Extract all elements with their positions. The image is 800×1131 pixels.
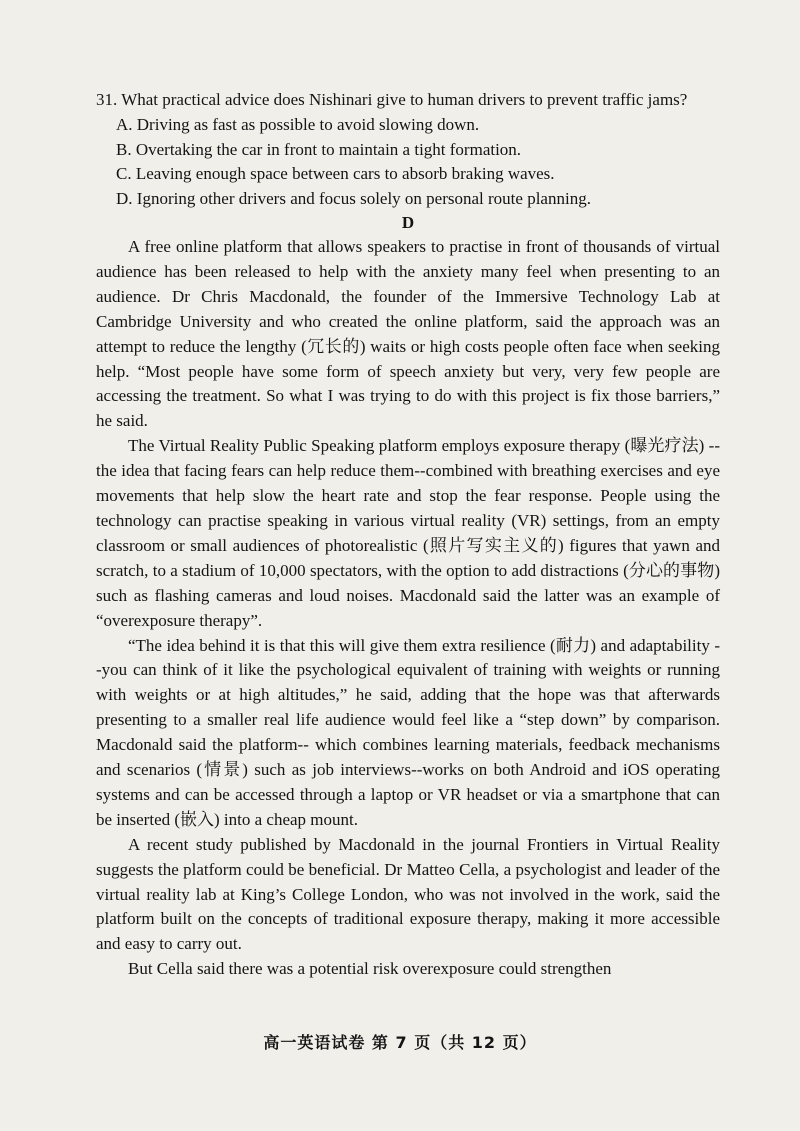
passage-paragraph: “The idea behind it is that this will give them extra resilience (耐力) and adaptability --you can think of it like the psychological equivalent of training with weights or running with weights or at high altitudes,” he said, adding that the hope was that afterwards presenting to a smaller real life audience would feel like a “step down” by comparison. Macdonald said the platform-- which combines learning materials, feedback mechanisms and scenarios (情景) such as job interviews--works on both Android and iOS operating systems and can be accessed through a laptop or VR headset or via a smartphone that can be inserted (嵌入) into a cheap mount.: [96, 635, 720, 829]
option-b: B. Overtaking the car in front to maintain a tight formation.: [116, 139, 522, 159]
passage-paragraph: A recent study published by Macdonald in the journal Frontiers in Virtual Reality suggests the platform could be beneficial. Dr Matteo Cella, a psychologist and leader of the virtual reality lab at King’s College London, who was not involved in the work, said the platform built on the concepts of traditional exposure therapy, making it more accessible and easy to carry out.: [96, 834, 720, 954]
passage-paragraph: A free online platform that allows speakers to practise in front of thousands of virtual audience has been released to help with the anxiety many feel when presenting to an audience. Dr Chris Macdonald, the founder of the Immersive Technology Lab at Cambridge University and who created the online platform, said the approach was an attempt to reduce the lengthy (冗长的) waits or high costs people often face when seeking help. “Most people have some form of speech anxiety but very, very few people are accessing the treatment. So what I was trying to do with this project is fix those barriers,” he said.: [96, 237, 720, 431]
section-heading: D: [401, 213, 415, 232]
option-a: A. Driving as fast as possible to avoid slowing down.: [116, 115, 480, 134]
passage-paragraph: The Virtual Reality Public Speaking platform employs exposure therapy (曝光疗法) --the idea that facing fears can help reduce them--combined with breathing exercises and eye movements that help slow the heart rate and stop the fear response. People using the technology can practise speaking in various virtual reality (VR) settings, from an empty classroom or small audiences of photorealistic (照片写实主义的) figures that yawn and scratch, to a stadium of 10,000 spectators, with the option to add distractions (分心的事物) such as flashing cameras and loud noises. Macdonald said the latter was an example of “overexposure therapy”.: [96, 436, 720, 630]
reading-passage: [96, 235, 720, 982]
page-footer: 高一英语试卷 第 7 页（共 12 页）: [263, 1033, 537, 1052]
question-31-stem: 31. What practical advice does Nishinari give to human drivers to prevent traffic jams?: [96, 90, 688, 109]
option-c: C. Leaving enough space between cars to absorb braking waves.: [116, 164, 555, 183]
option-d: D. Ignoring other drivers and focus solely on personal route planning.: [116, 188, 591, 208]
question-31-options: [96, 113, 720, 211]
passage-paragraph: But Cella said there was a potential risk overexposure could strengthen: [128, 959, 612, 979]
